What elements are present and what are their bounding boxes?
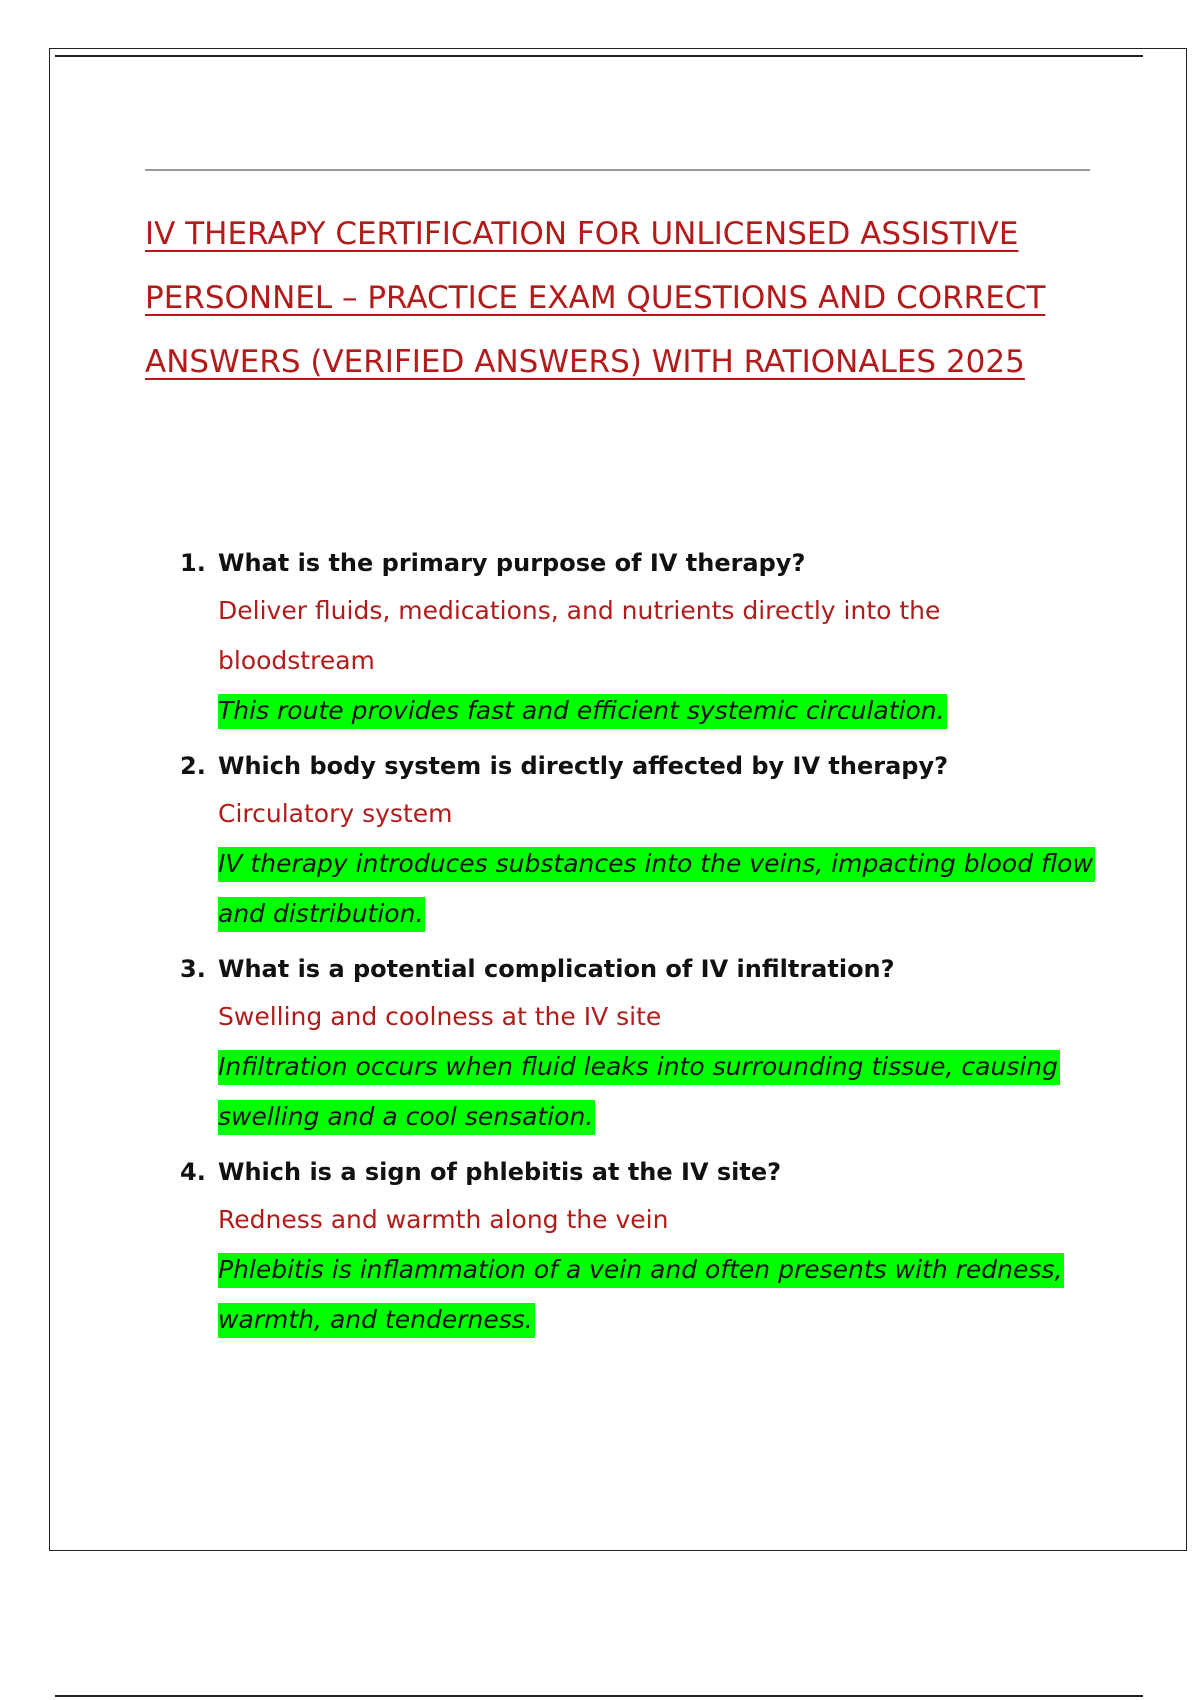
- rationale-text: This route provides fast and efficient systemic circulation.: [218, 694, 947, 729]
- document-title: IV THERAPY CERTIFICATION FOR UNLICENSED ASSISTIVE PERSONNEL – PRACTICE EXAM QUESTIONS AND CORRECT ANSWERS (VERIFIED ANSWERS) WITH RATIONALES 2025: [145, 216, 1046, 380]
- rationale: [218, 1042, 1100, 1142]
- question-item-1: [180, 541, 1100, 736]
- header-rule: [145, 169, 1090, 171]
- question-text: Which body system is directly affected by IV therapy?: [218, 752, 949, 780]
- question-item-2: [180, 744, 1100, 939]
- question-number: 3.: [180, 955, 206, 983]
- bottom-rule: [55, 1695, 1143, 1697]
- rationale: [218, 839, 1100, 939]
- rationale: [218, 1245, 1100, 1345]
- question-number: 4.: [180, 1158, 206, 1186]
- answer-text: Deliver fluids, medications, and nutrients directly into the bloodstream: [218, 596, 941, 675]
- question-text: Which is a sign of phlebitis at the IV site?: [218, 1158, 782, 1186]
- answer-text: Circulatory system: [218, 799, 453, 828]
- answer-text: Redness and warmth along the vein: [218, 1205, 669, 1234]
- answer-text: Swelling and coolness at the IV site: [218, 1002, 662, 1031]
- question-item-3: [180, 947, 1100, 1142]
- question-list: [180, 541, 1100, 1353]
- rationale: [218, 686, 1100, 736]
- question-item-4: [180, 1150, 1100, 1345]
- rationale-text: Infiltration occurs when fluid leaks into surrounding tissue, causing swelling and a cool sensation.: [218, 1050, 1060, 1135]
- question-text: What is the primary purpose of IV therapy?: [218, 549, 806, 577]
- rationale-text: IV therapy introduces substances into the veins, impacting blood flow and distribution.: [218, 847, 1095, 932]
- question-number: 2.: [180, 752, 206, 780]
- question-number: 1.: [180, 549, 206, 577]
- question-text: What is a potential complication of IV infiltration?: [218, 955, 895, 983]
- top-rule: [55, 55, 1143, 57]
- rationale-text: Phlebitis is inflammation of a vein and often presents with redness, warmth, and tenderness.: [218, 1253, 1064, 1338]
